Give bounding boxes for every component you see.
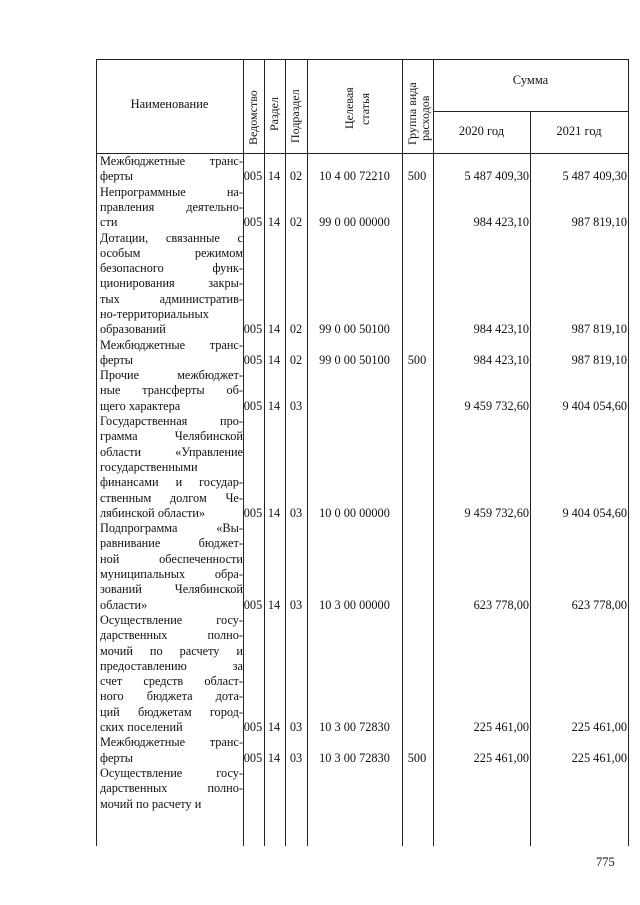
cell-celevaya: 10 3 00 72830 bbox=[319, 720, 390, 735]
cell-ved: 005 bbox=[243, 322, 263, 337]
row-name bbox=[100, 154, 243, 185]
row-name-line: ственным долгом Че- bbox=[100, 490, 243, 505]
row-name-line: зований Челябинской bbox=[100, 582, 243, 597]
cell-ved: 005 bbox=[243, 597, 263, 612]
cell-s2021: 987 819,10 bbox=[571, 215, 627, 230]
cell-ved: 005 bbox=[243, 398, 263, 413]
row-name bbox=[100, 735, 243, 766]
row-name-line: Межбюджетные транс- bbox=[100, 337, 243, 352]
header-gruppa: Группа вида bbox=[405, 82, 419, 145]
table-row bbox=[96, 521, 628, 613]
header-name: Наименование bbox=[130, 97, 209, 111]
cell-ved: 005 bbox=[243, 505, 263, 520]
row-name bbox=[100, 338, 243, 369]
row-name-line: ные трансферты об- bbox=[100, 383, 243, 398]
table-row bbox=[96, 414, 628, 521]
row-name-line: ций бюджетам город- bbox=[100, 704, 243, 719]
row-name-line: правления деятельно- bbox=[100, 199, 243, 214]
cell-celevaya: 99 0 00 50100 bbox=[319, 352, 390, 367]
row-name-line: равнивание бюджет- bbox=[100, 536, 243, 551]
row-name-line: образований bbox=[100, 322, 166, 337]
row-name bbox=[100, 766, 243, 812]
header-vedomstvo: Ведомство bbox=[246, 90, 260, 145]
header-statya: статья bbox=[358, 93, 372, 125]
cell-gruppa: 500 bbox=[407, 352, 427, 367]
row-name bbox=[100, 185, 243, 231]
page-number: 775 bbox=[596, 855, 615, 869]
row-name-line: ских поселений bbox=[100, 720, 183, 735]
cell-podrazdel: 03 bbox=[289, 597, 303, 612]
row-name-line: грамма Челябинской bbox=[100, 429, 243, 444]
row-name-line: Осуществление госу- bbox=[100, 613, 243, 627]
header-year-2020: 2020 год bbox=[458, 124, 505, 138]
cell-s2021: 225 461,00 bbox=[571, 720, 627, 735]
row-name-line: Межбюджетные транс- bbox=[100, 154, 243, 168]
cell-s2021: 9 404 054,60 bbox=[562, 505, 627, 520]
cell-s2020: 5 487 409,30 bbox=[464, 169, 529, 184]
cell-s2020: 984 423,10 bbox=[473, 352, 529, 367]
table-row bbox=[96, 613, 628, 735]
cell-s2021: 623 778,00 bbox=[571, 597, 627, 612]
row-name-line: особым режимом bbox=[100, 245, 243, 260]
cell-podrazdel: 03 bbox=[289, 720, 303, 735]
row-name-line: ферты bbox=[100, 169, 134, 184]
row-name-line: области» bbox=[100, 597, 148, 612]
row-name-line: финансами и государ- bbox=[100, 475, 243, 490]
cell-razdel: 14 bbox=[267, 352, 281, 367]
row-name bbox=[100, 231, 243, 338]
row-name-line: но-территориальных bbox=[100, 306, 209, 321]
cell-celevaya: 10 3 00 72830 bbox=[319, 750, 390, 765]
cell-s2020: 225 461,00 bbox=[473, 720, 529, 735]
cell-ved: 005 bbox=[243, 169, 263, 184]
row-name-line: предоставлению за bbox=[100, 658, 243, 673]
table-top-border bbox=[96, 59, 628, 60]
cell-ved: 005 bbox=[243, 720, 263, 735]
cell-razdel: 14 bbox=[267, 398, 281, 413]
table-row bbox=[96, 735, 628, 766]
cell-s2020: 623 778,00 bbox=[473, 597, 529, 612]
header-podrazdel: Подраздел bbox=[288, 89, 302, 143]
cell-razdel: 14 bbox=[267, 169, 281, 184]
table-row bbox=[96, 185, 628, 231]
header-rashodov: расходов bbox=[418, 95, 432, 141]
row-name-line: ционирования закры- bbox=[100, 276, 243, 291]
cell-ved: 005 bbox=[243, 750, 263, 765]
cell-s2020: 9 459 732,60 bbox=[464, 505, 529, 520]
row-name-line: лябинской области» bbox=[100, 505, 206, 520]
cell-celevaya: 10 0 00 00000 bbox=[319, 505, 390, 520]
cell-razdel: 14 bbox=[267, 720, 281, 735]
cell-s2021: 225 461,00 bbox=[571, 750, 627, 765]
header-celevaya: Целевая bbox=[342, 87, 356, 129]
row-name-line: щего характера bbox=[100, 398, 181, 413]
cell-podrazdel: 02 bbox=[289, 215, 303, 230]
cell-razdel: 14 bbox=[267, 322, 281, 337]
row-name-line: сти bbox=[100, 215, 118, 230]
cell-gruppa: 500 bbox=[407, 750, 427, 765]
cell-ved: 005 bbox=[243, 352, 263, 367]
cell-podrazdel: 02 bbox=[289, 352, 303, 367]
row-name-line: Дотации, связанные с bbox=[100, 230, 243, 245]
row-name-line: Непрограммные на- bbox=[100, 184, 243, 199]
row-name-line: Межбюджетные транс- bbox=[100, 735, 243, 750]
table-row bbox=[96, 338, 628, 369]
cell-s2021: 987 819,10 bbox=[571, 352, 627, 367]
cell-podrazdel: 03 bbox=[289, 505, 303, 520]
row-name-line: безопасного функ- bbox=[100, 261, 243, 276]
cell-s2020: 9 459 732,60 bbox=[464, 398, 529, 413]
row-name-line: ной обеспеченности bbox=[100, 551, 243, 566]
cell-s2021: 5 487 409,30 bbox=[562, 169, 627, 184]
row-name-line: дарственных полно- bbox=[100, 628, 243, 643]
cell-razdel: 14 bbox=[267, 505, 281, 520]
cell-gruppa: 500 bbox=[407, 169, 427, 184]
row-name-line: Прочие межбюджет- bbox=[100, 368, 243, 383]
cell-podrazdel: 02 bbox=[289, 322, 303, 337]
row-name-line: ферты bbox=[100, 352, 134, 367]
budget-table bbox=[96, 59, 628, 846]
row-name-line: мочий по расчету и bbox=[100, 796, 202, 811]
row-name-line: Осуществление госу- bbox=[100, 766, 243, 780]
header-razdel: Раздел bbox=[267, 97, 281, 131]
table-row bbox=[96, 154, 628, 185]
cell-s2020: 225 461,00 bbox=[473, 750, 529, 765]
cell-podrazdel: 03 bbox=[289, 398, 303, 413]
row-name-line: государственными bbox=[100, 459, 198, 474]
row-name-line: муниципальных обра- bbox=[100, 567, 243, 582]
row-name-line: ного бюджета дота- bbox=[100, 689, 243, 704]
cell-razdel: 14 bbox=[267, 597, 281, 612]
cell-razdel: 14 bbox=[267, 750, 281, 765]
row-name-line: счет средств област- bbox=[100, 674, 243, 689]
row-name-line: Подпрограмма «Вы- bbox=[100, 521, 243, 536]
col-border bbox=[628, 59, 629, 846]
table-row bbox=[96, 368, 628, 414]
cell-s2021: 987 819,10 bbox=[571, 322, 627, 337]
row-name bbox=[100, 368, 243, 414]
cell-s2021: 9 404 054,60 bbox=[562, 398, 627, 413]
cell-celevaya: 10 3 00 00000 bbox=[319, 597, 390, 612]
cell-razdel: 14 bbox=[267, 215, 281, 230]
row-name-line: мочий по расчету и bbox=[100, 643, 243, 658]
cell-celevaya: 99 0 00 00000 bbox=[319, 215, 390, 230]
row-name-line: Государственная про- bbox=[100, 414, 243, 429]
cell-ved: 005 bbox=[243, 215, 263, 230]
row-name-line: тых административ- bbox=[100, 291, 243, 306]
table-row bbox=[96, 231, 628, 338]
cell-podrazdel: 03 bbox=[289, 750, 303, 765]
row-name-line: области «Управление bbox=[100, 444, 243, 459]
row-name-line: дарственных полно- bbox=[100, 781, 243, 796]
header-year-2021: 2021 год bbox=[556, 124, 602, 138]
cell-podrazdel: 02 bbox=[289, 169, 303, 184]
row-name bbox=[100, 414, 243, 521]
table-row bbox=[96, 766, 628, 812]
header-summa: Сумма bbox=[512, 73, 549, 87]
cell-celevaya: 10 4 00 72210 bbox=[319, 169, 390, 184]
cell-s2020: 984 423,10 bbox=[473, 215, 529, 230]
row-name bbox=[100, 613, 243, 735]
cell-s2020: 984 423,10 bbox=[473, 322, 529, 337]
row-name bbox=[100, 521, 243, 613]
row-name-line: ферты bbox=[100, 750, 134, 765]
cell-celevaya: 99 0 00 50100 bbox=[319, 322, 390, 337]
